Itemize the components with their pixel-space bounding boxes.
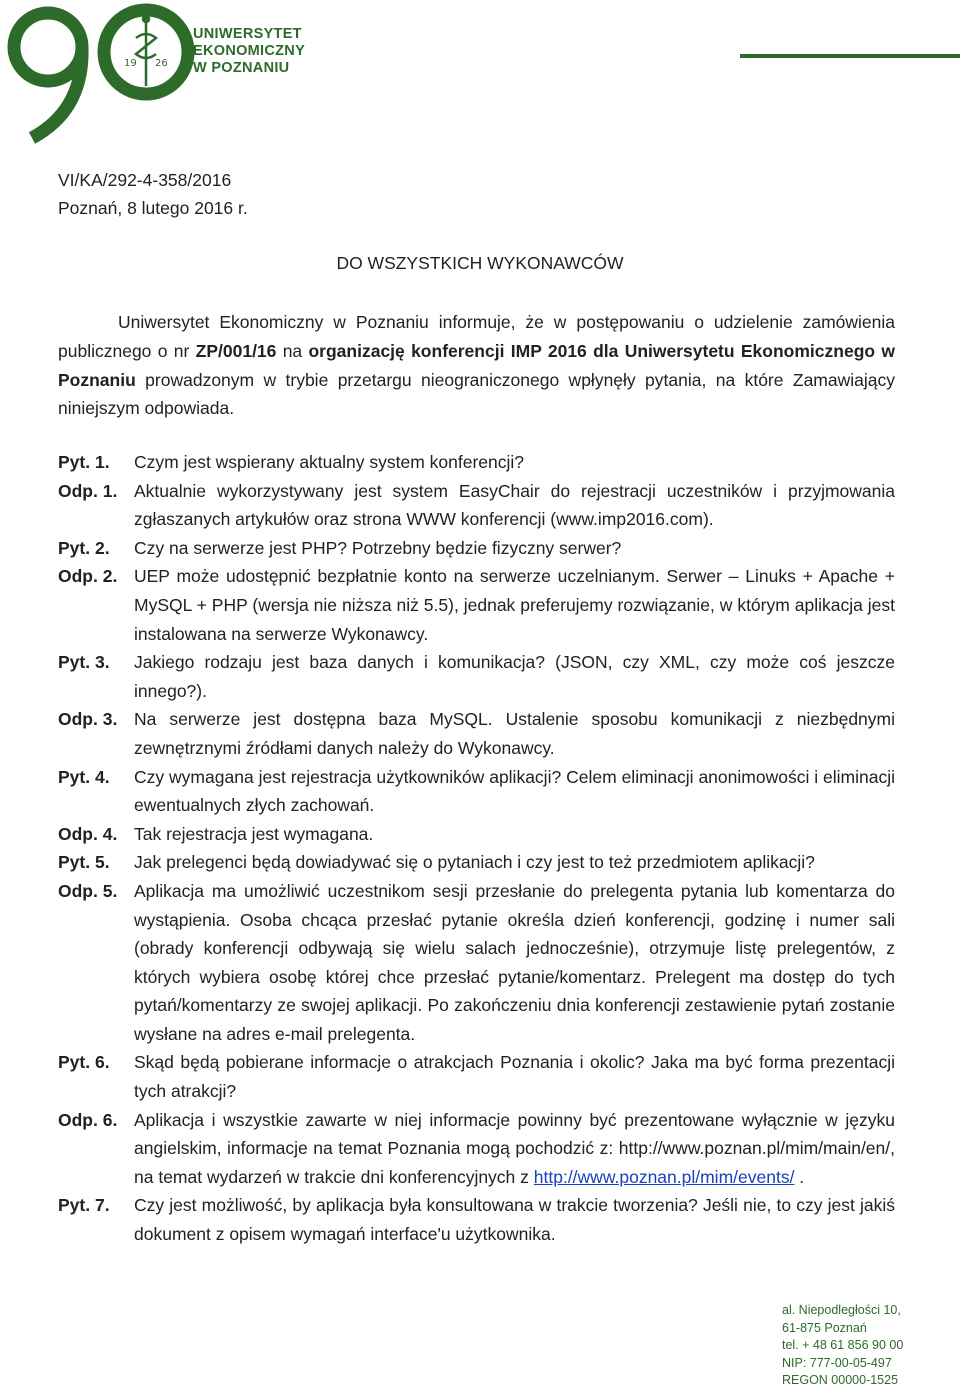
footer-phone: tel. + 48 61 856 90 00	[782, 1338, 904, 1353]
logo-line-1: UNIWERSYTET	[193, 26, 302, 42]
logo-wordmark	[193, 26, 305, 77]
logo-line-2: EKONOMICZNY	[193, 43, 306, 59]
intro-text-1: Uniwersytet Ekonomiczny w Poznaniu informuje, że w postępowaniu o udzielenie zamówienia publicznego o nr	[58, 312, 895, 361]
qa-text: Skąd będą pobierane informacje o atrakcjach Poznania i okolic? Jaka ma być forma prezentacji tych atrakcji?	[134, 1052, 895, 1102]
qa-label: Odp. 2.	[58, 566, 118, 587]
footer-city: 61-875 Poznań	[782, 1320, 867, 1335]
qa-label: Pyt. 6.	[58, 1052, 110, 1073]
qa-item	[58, 763, 895, 820]
qa-item	[58, 1048, 895, 1105]
qa-text: Czym jest wspierany aktualny system konferencji?	[134, 452, 525, 472]
footer-address: al. Niepodległości 10,	[782, 1303, 901, 1317]
document-meta	[58, 166, 248, 222]
intro-paragraph	[58, 308, 895, 423]
qa-text-after: .	[794, 1166, 805, 1187]
logo-line-3: W POZNANIU	[193, 60, 290, 76]
qa-item	[58, 848, 895, 877]
qa-label: Pyt. 3.	[58, 652, 110, 673]
logo-year-right: 26	[155, 58, 168, 69]
qa-text: Tak rejestracja jest wymagana.	[134, 823, 374, 844]
qa-item	[58, 562, 895, 648]
qa-text	[134, 1106, 895, 1192]
qa-label: Pyt. 5.	[58, 852, 110, 873]
qa-item	[58, 477, 895, 534]
qa-text: Czy wymagana jest rejestracja użytkowników aplikacji? Celem eliminacji anonimowości i eliminacji ewentualnych złych zachowań.	[134, 766, 895, 816]
qa-label: Odp. 5.	[58, 880, 118, 901]
qa-item	[58, 820, 895, 849]
tender-number: ZP/001/16	[195, 340, 277, 361]
qa-label: Odp. 4.	[58, 823, 118, 844]
qa-label: Odp. 1.	[58, 480, 118, 501]
qa-text: UEP może udostępnić bezpłatnie konto na serwerze uczelnianym. Serwer – Linuks + Apache + MySQL + PHP (wersja nie niższa niż 5.5), jednak preferujemy rozwiązanie, w którym aplikacja jest instalowana na serwerze Wykonawcy.	[134, 566, 895, 644]
qa-item	[58, 877, 895, 1049]
intro-text-2: na	[276, 340, 309, 361]
qa-list	[58, 448, 895, 1249]
qa-label: Pyt. 4.	[58, 766, 110, 787]
qa-label: Pyt. 7.	[58, 1195, 110, 1216]
qa-item	[58, 1191, 895, 1248]
document-date: Poznań, 8 lutego 2016 r.	[58, 198, 248, 218]
footer-regon: REGON 00000-1525	[782, 1373, 899, 1388]
addressee-heading: DO WSZYSTKICH WYKONAWCÓW	[336, 253, 624, 273]
qa-text: Czy jest możliwość, by aplikacja była konsultowana w trakcie tworzenia? Jeśli nie, to czy jest jakiś dokument z opisem wymagań interface'u użytkownika.	[134, 1195, 895, 1245]
qa-item	[58, 1106, 895, 1192]
intro-text-3: prowadzonym w trybie przetargu nieograniczonego wpłynęły pytania, na które Zamawiający niniejszym odpowiada.	[58, 369, 895, 419]
qa-text: Aplikacja ma umożliwić uczestnikom sesji przesłanie do prelegenta pytania lub komentarza do wystąpienia. Osoba chcąca przesłać pytanie określa dzień konferencji, godzinę i numer sali (obrady konferencji odbywają się wielu salach jednocześnie), otrzymuje listę prelegentów, z których wybiera osobę której chce przesłać pytanie/komentarz. Prelegent ma dostęp do tych pytań/komentarzy ze swojej aplikacji. Po zakończeniu dnia konferencji zestawienie pytań zostanie wysłane na adres e-mail prelegenta.	[134, 880, 895, 1044]
qa-text: Jakiego rodzaju jest baza danych i komunikacja? (JSON, czy XML, czy może coś jeszcze innego?).	[134, 652, 895, 701]
reference-number: VI/KA/292-4-358/2016	[58, 170, 232, 190]
qa-item	[58, 448, 895, 477]
qa-label: Pyt. 1.	[58, 452, 110, 472]
qa-label: Odp. 3.	[58, 709, 118, 730]
tender-subject: organizację konferencji IMP 2016 dla Uniwersytetu Ekonomicznego w Poznaniu	[58, 340, 895, 390]
qa-item	[58, 534, 895, 563]
qa-text: Na serwerze jest dostępna baza MySQL. Ustalenie sposobu komunikacji z niezbędnymi zewnętrznymi źródłami danych należy do Wykonawcy.	[134, 709, 895, 758]
qa-text: Czy na serwerze jest PHP? Potrzebny będzie fizyczny serwer?	[134, 537, 622, 558]
footer-contact	[782, 1302, 903, 1390]
logo-year-left: 19	[124, 58, 137, 69]
events-link[interactable]: http://www.poznan.pl/mim/events/	[533, 1166, 795, 1187]
qa-label: Pyt. 2.	[58, 537, 110, 558]
header-accent-bar	[740, 54, 960, 58]
qa-label: Odp. 6.	[58, 1109, 118, 1130]
footer-nip: NIP: 777-00-05-497	[782, 1355, 892, 1370]
qa-text-body: Aplikacja i wszystkie zawarte w niej informacje powinny być prezentowane wyłącznie w języku angielskim, informacje na temat Poznania mogą pochodzić z: http://www.poznan.pl/mim/main/en/, na temat wydarzeń w trakcie dni konferencyjnych z	[134, 1109, 895, 1187]
qa-text: Aktualnie wykorzystywany jest system EasyChair do rejestracji uczestników i przyjmowania zgłaszanych artykułów oraz strona WWW konferencji (www.imp2016.com).	[134, 480, 895, 530]
qa-item	[58, 648, 895, 705]
qa-item	[58, 705, 895, 762]
qa-text: Jak prelegenci będą dowiadywać się o pytaniach i czy jest to też przedmiotem aplikacji?	[134, 852, 815, 873]
